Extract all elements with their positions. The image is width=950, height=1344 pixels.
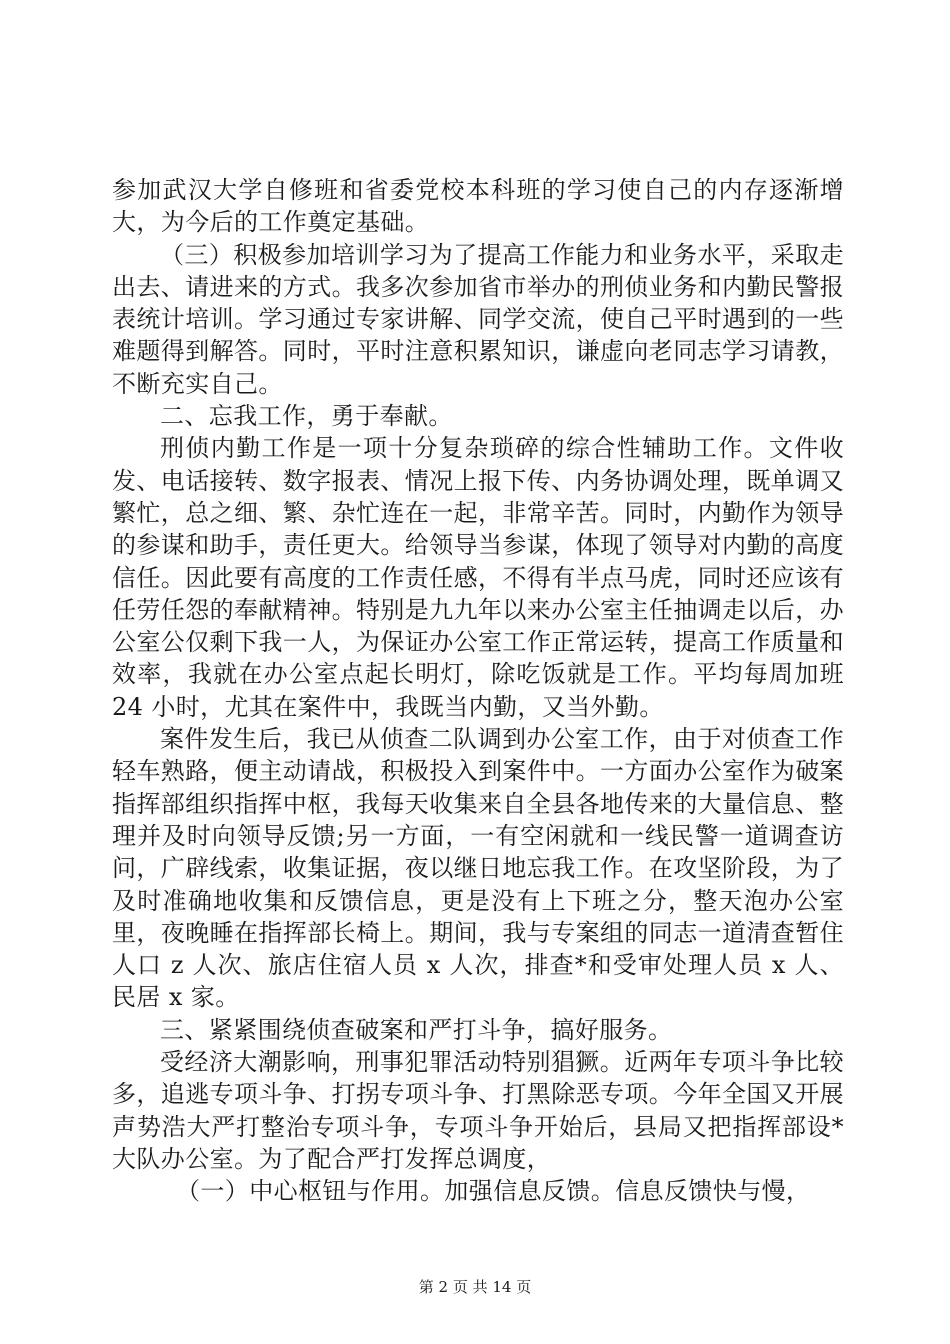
document-body: [112, 174, 844, 1208]
paragraph-2: （三）积极参加培训学习为了提高工作能力和业务水平，采取走出去、请进来的方式。我多次参加省市举办的刑侦业务和内勤民警报表统计培训。学习通过专家讲解、同学交流，使自己平时遇到的一些难题得到解答。同时，平时注意积累知识，谦虚向老同志学习请教，不断充实自己。: [112, 240, 844, 398]
paragraph-6: （一）中心枢钮与作用。加强信息反馈。信息反馈快与慢，: [176, 1177, 811, 1206]
paragraph-1: 参加武汉大学自修班和省委党校本科班的学习使自己的内存逐渐增大，为今后的工作奠定基础。: [112, 176, 844, 237]
paragraph-5: 受经济大潮影响，刑事犯罪活动特别猖獗。近两年专项斗争比较多，追逃专项斗争、打拐专项斗争、打黑除恶专项。今年全国又开展声势浩大严打整治专项斗争，专项斗争开始后，县局又把指挥部设*大队办公室。为了配合严打发挥总调度，: [112, 1048, 844, 1173]
paragraph-4: 案件发生后，我已从侦查二队调到办公室工作，由于对侦查工作轻车熟路，便主动请战，积极投入到案件中。一方面办公室作为破案指挥部组织指挥中枢，我每天收集来自全县各地传来的大量信息、整理并及时向领导反馈;另一方面，一有空闲就和一线民警一道调查访问，广辟线索，收集证据，夜以继日地忘我工作。在攻坚阶段，为了及时准确地收集和反馈信息，更是没有上下班之分，整天泡办公室里，夜晚睡在指挥部长椅上。期间，我与专案组的同志一道清查暂住人口 z 人次、旅店住宿人员 x 人次，排查*和受审处理人员 x 人、民居 x 家。: [112, 725, 844, 1012]
section-heading-3: 三、紧紧围绕侦查破案和严打斗争，搞好服务。: [160, 1015, 673, 1044]
paragraph-3: 刑侦内勤工作是一项十分复杂琐碎的综合性辅助工作。文件收发、电话接转、数字报表、情况上报下传、内务协调处理，既单调又繁忙，总之细、繁、杂忙连在一起，非常辛苦。同时，内勤作为领导的参谋和助手，责任更大。给领导当参谋，体现了领导对内勤的高度信任。因此要有高度的工作责任感，不得有半点马虎，同时还应该有任劳任怨的奉献精神。特别是九九年以来办公室主任抽调走以后，办公室公仅剩下我一人，为保证办公室工作正常运转，提高工作质量和效率，我就在办公室点起长明灯，除吃饭就是工作。平均每周加班 24 小时，尤其在案件中，我既当内勤，又当外勤。: [112, 434, 844, 721]
section-heading-2: 二、忘我工作，勇于奉献。: [160, 402, 453, 431]
page-footer: 第 2 页 共 14 页: [418, 1278, 532, 1296]
